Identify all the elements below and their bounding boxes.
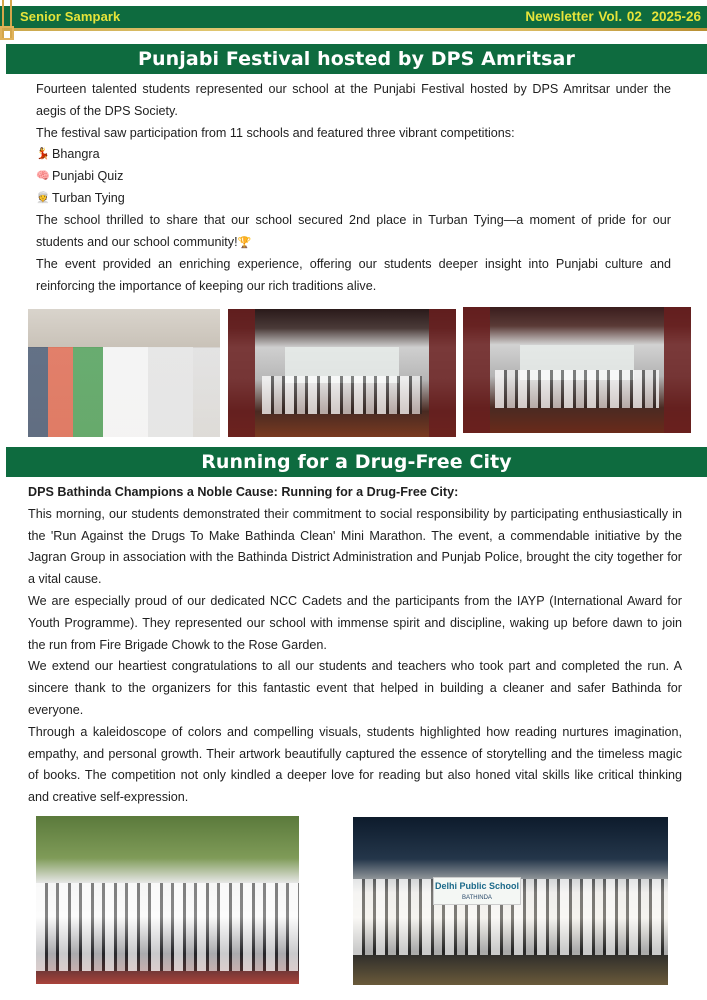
newsletter-header-band — [0, 6, 707, 30]
gold-divider — [0, 28, 707, 31]
trophy-icon: 🏆 — [237, 236, 252, 249]
school-banner — [433, 877, 521, 905]
photo-stage-participants — [463, 307, 691, 433]
photo-marathon-group — [36, 816, 299, 984]
brain-icon: 🧠 — [36, 170, 50, 183]
competition-item-quiz — [36, 166, 671, 188]
punjabi-festival-article — [36, 79, 671, 298]
publication-name: Senior Sampark — [20, 9, 121, 24]
section-title-punjabi-festival: Punjabi Festival hosted by DPS Amritsar — [6, 44, 707, 74]
article-paragraph: We are especially proud of our dedicated NCC Cadets and the participants from the IAYP (International Award for Youth Programme). They represented our school with immense spirit and discipline, waking up before dawn to join the run from Fire Brigade Chowk to the Rose Garden. — [28, 593, 682, 652]
photo-stage-prize-distribution — [228, 309, 456, 437]
article-paragraph: We extend our heartiest congratulations to all our students and teachers who took part and completed the run. A sincere thank to the organizers for this fantastic event that helped in building a cleaner and safer Bathinda for everyone. — [28, 659, 682, 717]
drug-free-run-article — [28, 482, 682, 809]
competition-label: Punjabi Quiz — [52, 169, 124, 184]
article-paragraph: Through a kaleidoscope of colors and compelling visuals, students highlighted how reading nurtures imagination, empathy, and personal growth. Their artwork beautifully captured the essence of storytelling and the timeless magic of books. The competition not only kindled a deeper love for reading but also honed vital skills like critical thinking and creative self-expression. — [28, 724, 682, 805]
result-text: The school thrilled to share that our school secured 2nd place in Turban Tying—a moment of pride for our students and our school community! — [36, 212, 671, 249]
competition-item-turban — [36, 188, 671, 210]
issue-info — [525, 9, 701, 24]
result-paragraph — [36, 210, 671, 255]
banner-title: Delhi Public School — [434, 881, 519, 891]
article-paragraph: The festival saw participation from 11 schools and featured three vibrant competitions: — [36, 125, 515, 140]
article-paragraph: The event provided an enriching experience, offering our students deeper insight into Punjabi culture and reinforcing the importance of keeping our rich traditions alive. — [36, 257, 671, 294]
dancer-icon: 💃 — [36, 148, 50, 161]
competition-label: Bhangra — [52, 147, 100, 162]
section-title-drug-free-run: Running for a Drug-Free City — [6, 447, 707, 477]
competition-label: Turban Tying — [52, 190, 125, 205]
corner-ornament-square — [0, 26, 14, 40]
volume-label: Newsletter Vol. 02 — [525, 9, 642, 24]
year-label: 2025-26 — [651, 9, 701, 24]
photo-certificate-winners — [28, 309, 220, 437]
article-paragraph: Fourteen talented students represented our school at the Punjabi Festival hosted by DPS Amritsar under the aegis of the DPS Society. — [36, 82, 671, 118]
article-paragraph: This morning, our students demonstrated their commitment to social responsibility by participating enthusiastically in the 'Run Against the Drugs To Make Bathinda Clean' Mini Marathon. The event, a commendable initiative by the Jagran Group in association with the Bathinda District Administration and Punjab Police, brought the city together for a vital cause. — [28, 506, 682, 587]
article-subheading: DPS Bathinda Champions a Noble Cause: Running for a Drug-Free City: — [28, 485, 459, 499]
banner-subtitle: BATHINDA — [462, 895, 492, 901]
competition-item-bhangra — [36, 144, 671, 166]
turban-person-icon: 👳 — [36, 191, 50, 204]
photo-night-run-banner — [353, 817, 668, 985]
